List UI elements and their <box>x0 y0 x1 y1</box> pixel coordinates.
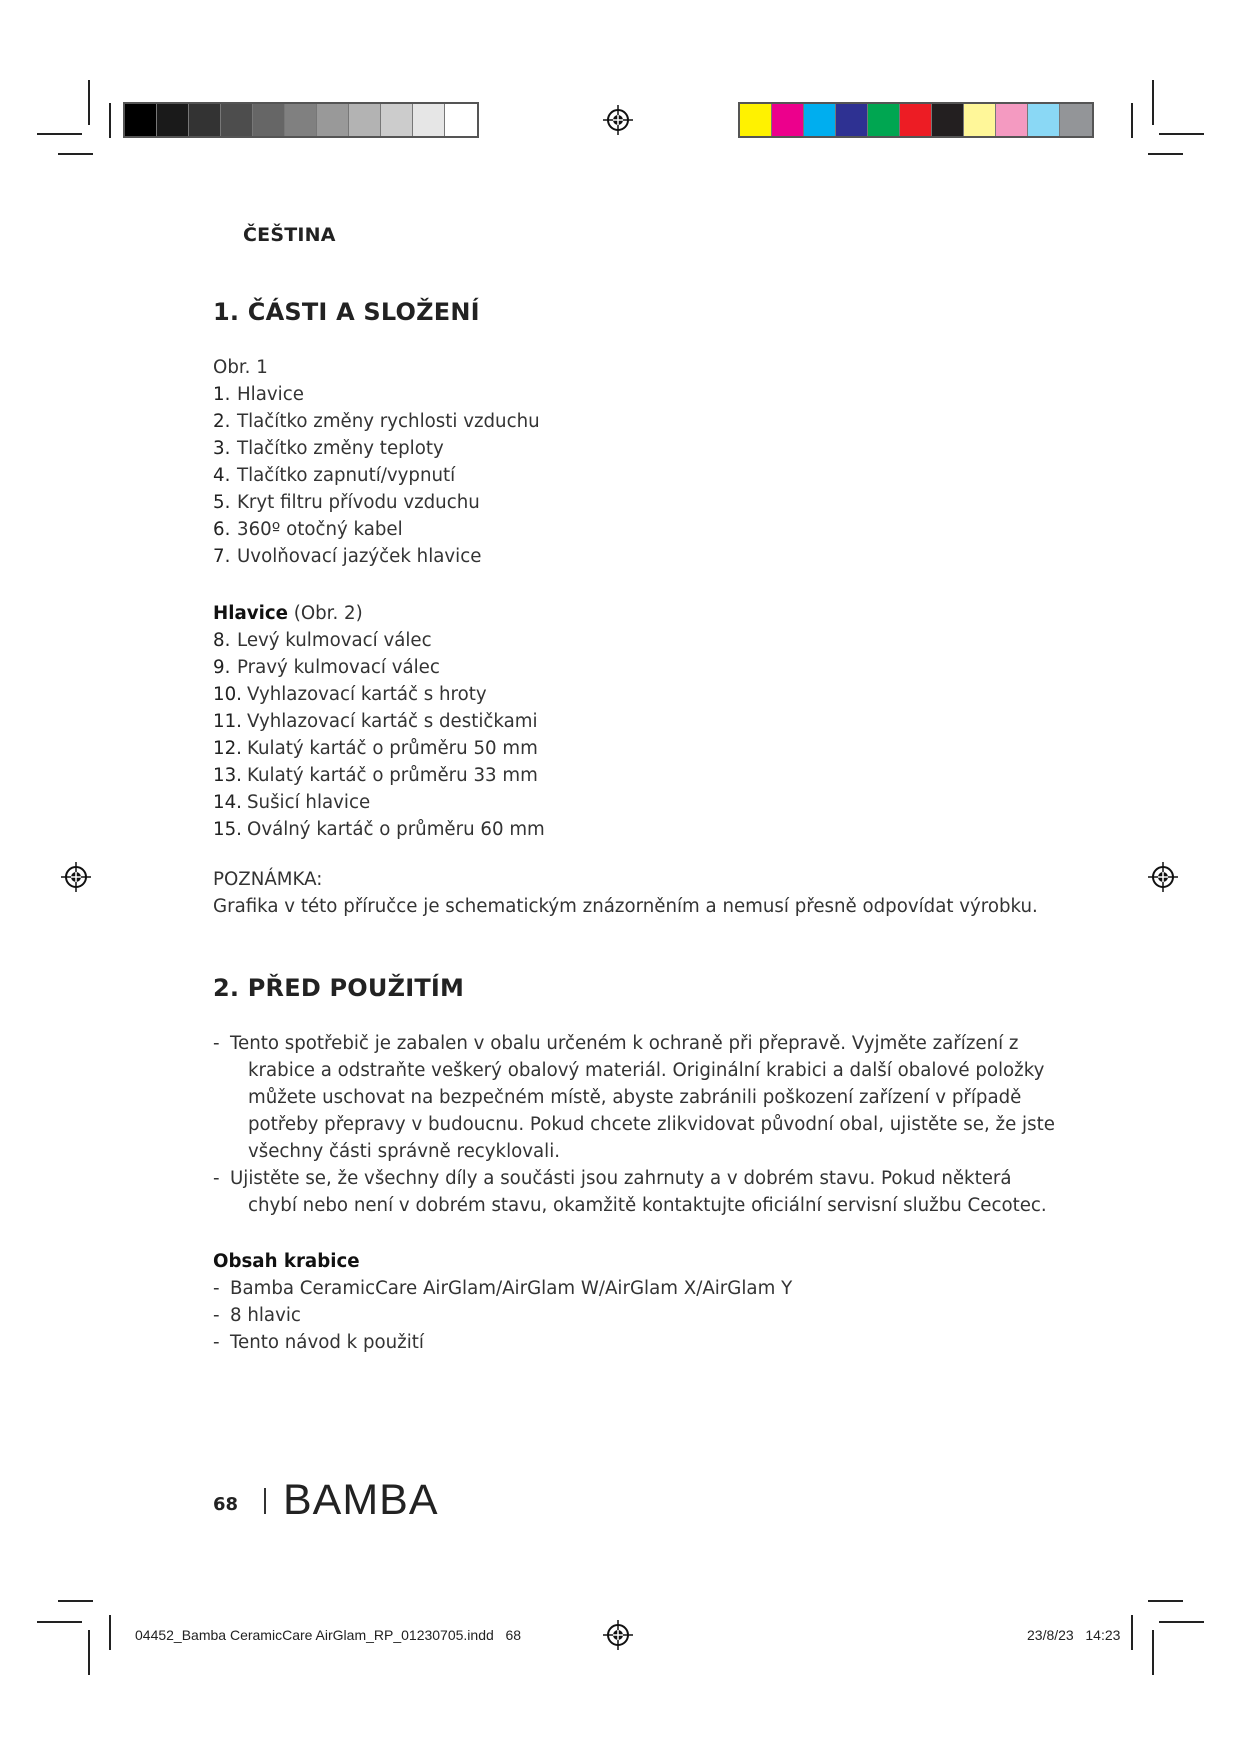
color-swatch <box>221 104 253 136</box>
registration-mark-icon <box>1148 862 1178 892</box>
color-swatch <box>317 104 349 136</box>
color-swatch <box>253 104 285 136</box>
crop-mark <box>37 1621 82 1623</box>
crop-mark <box>109 1615 111 1650</box>
box-contents <box>213 1248 792 1356</box>
list-item: 10. Vyhlazovací kartáč s hroty <box>213 684 487 705</box>
registration-mark-icon <box>603 105 633 135</box>
page-number: 68 <box>213 1494 239 1515</box>
color-swatch <box>868 104 900 136</box>
process-color-bar <box>738 102 1094 138</box>
bullet-item: - Ujistěte se, že všechny díly a součásti jsou zahrnuty a v dobrém stavu. Pokud některá chybí nebo není v dobrém stavu, okamžitě kontaktujte oficiální servisní službu Cecotec. <box>213 1168 1047 1216</box>
crop-mark <box>1159 133 1204 135</box>
color-swatch <box>772 104 804 136</box>
registration-mark-icon <box>603 1620 633 1650</box>
note-text: Grafika v této příručce je schematickým znázorněním a nemusí přesně odpovídat výrobku. <box>213 896 1038 917</box>
color-swatch <box>804 104 836 136</box>
crop-mark <box>1152 1630 1154 1675</box>
list-item: 9. Pravý kulmovací válec <box>213 657 440 678</box>
color-swatch <box>381 104 413 136</box>
print-slug-filename: 04452_Bamba CeramicCare AirGlam_RP_01230705.indd 68 <box>135 1627 522 1643</box>
list-item: 7. Uvolňovací jazýček hlavice <box>213 546 482 567</box>
crop-mark <box>1131 103 1133 138</box>
list-item: 11. Vyhlazovací kartáč s destičkami <box>213 711 538 732</box>
list-item: 3. Tlačítko změny teploty <box>213 438 444 459</box>
list-item: 12. Kulatý kartáč o průměru 50 mm <box>213 738 538 759</box>
note <box>213 866 1038 920</box>
color-swatch <box>189 104 221 136</box>
color-swatch <box>1028 104 1060 136</box>
print-slug-date: 23/8/23 14:23 <box>1027 1627 1121 1643</box>
heads-list <box>213 600 545 843</box>
crop-mark <box>1148 1600 1183 1602</box>
crop-mark <box>58 1600 93 1602</box>
parts-list <box>213 354 540 570</box>
crop-mark <box>1131 1615 1133 1650</box>
footer-divider <box>264 1488 266 1514</box>
color-swatch <box>1060 104 1092 136</box>
crop-mark <box>1159 1621 1204 1623</box>
brand-logo: BAMBA <box>283 1476 439 1524</box>
crop-mark <box>37 133 82 135</box>
list-item: 5. Kryt filtru přívodu vzduchu <box>213 492 480 513</box>
note-label: POZNÁMKA: <box>213 869 323 890</box>
figure-label: Obr. 1 <box>213 357 268 378</box>
color-swatch <box>445 104 477 136</box>
list-item: 8. Levý kulmovací válec <box>213 630 432 651</box>
section-1-title: 1. ČÁSTI A SLOŽENÍ <box>213 298 480 326</box>
list-item: - Bamba CeramicCare AirGlam/AirGlam W/AirGlam X/AirGlam Y <box>213 1278 793 1299</box>
color-swatch <box>125 104 157 136</box>
crop-mark <box>88 1630 90 1675</box>
list-item: - Tento návod k použití <box>213 1332 424 1353</box>
bullet-list <box>213 1030 1055 1219</box>
crop-mark <box>109 103 111 138</box>
crop-mark <box>58 153 93 155</box>
color-swatch <box>836 104 868 136</box>
color-swatch <box>932 104 964 136</box>
language-heading: ČEŠTINA <box>243 224 336 246</box>
list-item: 13. Kulatý kartáč o průměru 33 mm <box>213 765 538 786</box>
grayscale-color-bar <box>123 102 479 138</box>
crop-mark <box>88 80 90 125</box>
color-swatch <box>413 104 445 136</box>
list-item: - 8 hlavic <box>213 1305 301 1326</box>
list-item: 15. Oválný kartáč o průměru 60 mm <box>213 819 545 840</box>
color-swatch <box>996 104 1028 136</box>
bullet-item: - Tento spotřebič je zabalen v obalu určeném k ochraně při přepravě. Vyjměte zařízení z krabice a odstraňte veškerý obalový materiál. Originální krabici a další obalové položky můžete uschovat na bezpečném místě, abyste zabránili poškození zařízení v případě potřeby přepravy v budoucnu. Pokud chcete zlikvidovat původní obal, ujistěte se, že jste všechny části správně recyklovali. <box>213 1033 1055 1162</box>
list-item: 1. Hlavice <box>213 384 304 405</box>
list-item: 4. Tlačítko zapnutí/vypnutí <box>213 465 456 486</box>
color-swatch <box>900 104 932 136</box>
crop-mark <box>1152 80 1154 125</box>
heads-title: Hlavice (Obr. 2) <box>213 603 363 624</box>
color-swatch <box>349 104 381 136</box>
registration-mark-icon <box>61 862 91 892</box>
list-item: 14. Sušicí hlavice <box>213 792 371 813</box>
crop-mark <box>1148 153 1183 155</box>
box-contents-title: Obsah krabice <box>213 1251 360 1272</box>
color-swatch <box>285 104 317 136</box>
color-swatch <box>964 104 996 136</box>
list-item: 6. 360º otočný kabel <box>213 519 403 540</box>
list-item: 2. Tlačítko změny rychlosti vzduchu <box>213 411 540 432</box>
section-2-title: 2. PŘED POUŽITÍM <box>213 974 465 1002</box>
color-swatch <box>157 104 189 136</box>
color-swatch <box>740 104 772 136</box>
